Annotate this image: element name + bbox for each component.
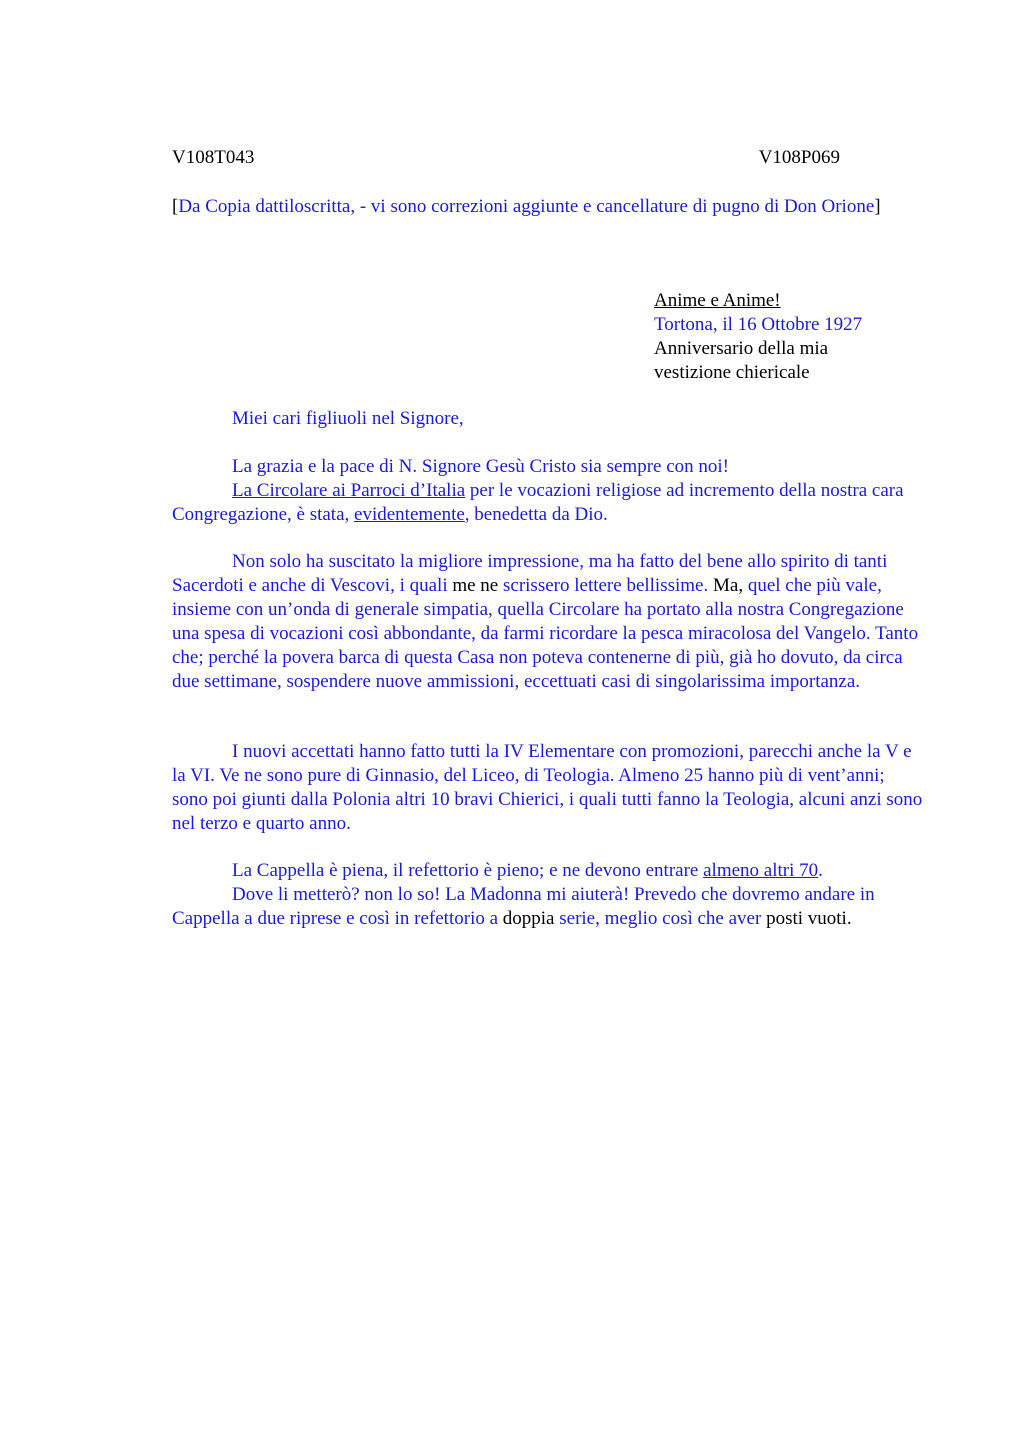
almeno-altri-70-text: almeno altri 70 [703,860,819,881]
paragraph-new-accepted: I nuovi accettati hanno fatto tutti la IV Elementare con promozioni, parecchi anche la V e la VI. Ve ne sono pure di Ginnasio, del Liceo, di Teologia. Almeno 25 hanno più di vent’anni; sono poi giunti dalla Polonia altri 10 bravi Chierici, i quali tutti fanno la Teologia, alcuni anzi sono nel terzo e quarto anno. [172,741,923,834]
source-note-close-bracket: ] [874,196,881,217]
paragraph-where [172,883,924,931]
paragraph-impression-text-2: scrissero lettere bellissime. [498,575,713,596]
posti-vuoti-text: posti vuoti. [766,908,852,929]
paragraph-impression-text-3: quel che più vale, insieme con un’onda di generale simpatia, quella Circolare ha portato alla nostra Congregazione una spesa di vocazioni così abbondante, da farmi ricordare la pesca miracolosa del Vangelo. Tanto che; perché la povera barca di questa Casa non poteva contenerne di più, già ho dovuto, da circa due settimane, sospendere nuove ammissioni, eccettuati casi di singolarissima importanza. [172,575,919,692]
source-note-open-bracket: [ [172,196,179,217]
letter-header [654,289,914,385]
doppia-text: doppia [502,908,555,929]
letter-anniversary-line-2: vestizione chiericale [654,362,810,383]
paragraph-chapel-text: La Cappella è piena, il refettorio è pieno; e ne devono entrare [232,860,704,881]
paragraph-grace [172,455,924,527]
circolare-link-text: La Circolare ai Parroci d’Italia [232,480,466,501]
source-note-text: Da Copia dattiloscritta, - vi sono correzioni aggiunte e cancellature di pugno di Don Orione [178,196,875,217]
paragraph-where-text-1: Dove li metterò? non lo so! La Madonna mi aiuterà! Prevedo che dovremo andare in Cappella a due riprese e così in refettorio a [172,884,875,929]
paragraph-grace-line: La grazia e la pace di N. Signore Gesù Cristo sia sempre con noi! [232,456,730,477]
salutation: Miei cari figliuoli nel Signore, [232,408,464,429]
letter-place-date: Tortona, il 16 Ottobre 1927 [654,314,863,335]
source-note [172,195,902,219]
volume-code-left: V108T043 [172,147,255,168]
ma-text: Ma, [713,575,744,596]
evidentemente-text: evidentemente [354,504,465,525]
paragraph-circolare-text-2: , benedetta da Dio. [464,504,608,525]
me-ne-text: me ne [452,575,499,596]
paragraph-circolare-text-1: per le vocazioni religiose ad incremento della nostra cara Congregazione, è stata, [172,480,904,525]
letter-anniversary-line-1: Anniversario della mia [654,338,829,359]
volume-code-right: V108P069 [758,147,840,168]
document-codes [172,146,840,170]
paragraph-where-text-2: serie, meglio così che aver [554,908,767,929]
paragraph-chapel-line [172,859,924,883]
paragraph-chapel [172,859,924,931]
paragraph-impression [172,550,924,694]
letter-title: Anime e Anime! [654,290,781,311]
paragraph-circolare [172,479,924,527]
paragraph-impression-text-1: Non solo ha suscitato la migliore impressione, ma ha fatto del bene allo spirito di tanti Sacerdoti e anche di Vescovi, i quali [172,551,888,596]
paragraph-chapel-period: . [818,860,823,881]
